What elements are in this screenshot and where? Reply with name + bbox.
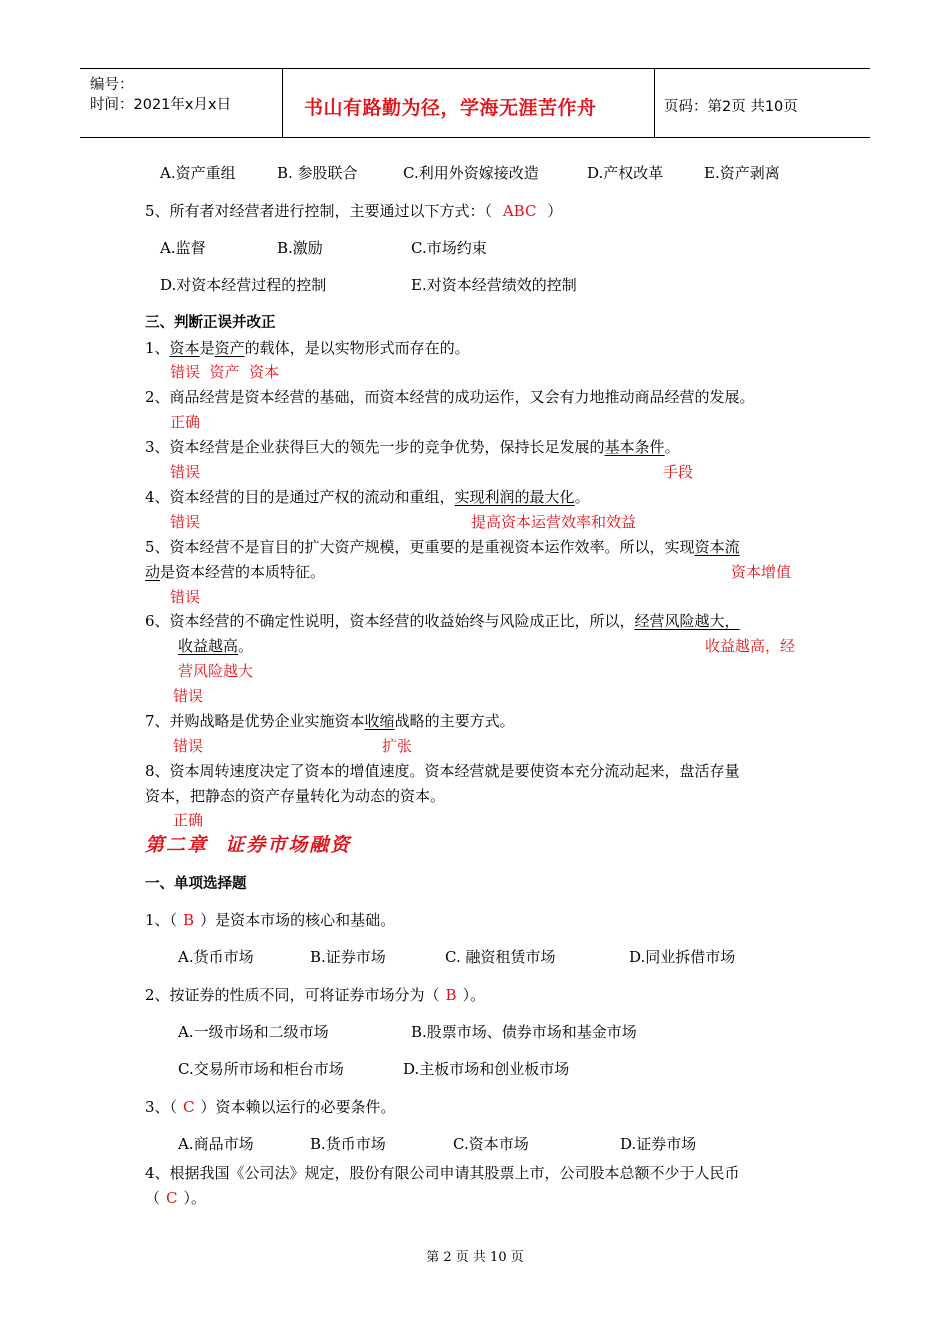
judge-item-6: 6、资本经营的不确定性说明，资本经营的收益始终与风险成正比，所以，经营风险越大， xyxy=(145,612,740,630)
option: C.利用外资嫁接改造 xyxy=(403,164,539,182)
section-title: 三、判断正误并改正 xyxy=(145,315,276,331)
option: C.市场约束 xyxy=(411,239,487,257)
option: C. 融资租赁市场 xyxy=(445,948,556,966)
judgement: 错误 xyxy=(173,687,204,705)
correction: 手段 xyxy=(663,463,694,481)
judge-item-8-cont: 资本，把静态的资产存量转化为动态的资本。 xyxy=(145,787,446,805)
section-title: 一、单项选择题 xyxy=(145,876,247,892)
answer: ABC xyxy=(502,202,537,220)
correction: 提高资本运营效率和效益 xyxy=(471,513,637,531)
header-motto-cell xyxy=(282,69,655,137)
option: C.交易所市场和柜台市场 xyxy=(178,1060,344,1078)
header-page-label: 页码：第2页 共10页 xyxy=(664,99,798,115)
question-5 xyxy=(145,200,562,221)
option: B.激励 xyxy=(277,239,323,257)
answer: C xyxy=(183,1098,195,1116)
option: B.证券市场 xyxy=(310,948,386,966)
chapter-title: 第二章 证券市场融资 xyxy=(145,834,352,856)
judgement: 正确 xyxy=(170,413,201,431)
judge-item-2: 2、商品经营是资本经营的基础，而资本经营的成功运作，又会有力地推动商品经营的发展。 xyxy=(145,388,755,406)
judge-item-6-cont: 收益越高。 xyxy=(178,637,254,655)
judge-item-5: 5、资本经营不是盲目的扩大资产规模，更重要的是重视资本运作效率。所以，实现资本流 xyxy=(145,538,740,556)
correction: 扩张 xyxy=(382,737,413,755)
judge-item-5-cont: 动是资本经营的本质特征。 xyxy=(145,563,326,581)
judgement: 错误 xyxy=(170,513,201,531)
option: E.对资本经营绩效的控制 xyxy=(411,276,577,294)
page-header xyxy=(80,68,870,138)
header-info-cell xyxy=(80,69,283,137)
option: B. 参股联合 xyxy=(277,164,358,182)
correction: 收益越高，经 xyxy=(705,637,796,655)
option: D.产权改革 xyxy=(587,164,664,182)
judgement: 正确 xyxy=(173,811,204,829)
option: A.商品市场 xyxy=(178,1135,254,1153)
question-1: 1、（ B ）是资本市场的核心和基础。 xyxy=(145,911,396,929)
judgement: 错误 xyxy=(170,588,201,606)
option: A.一级市场和二级市场 xyxy=(178,1023,329,1041)
option: B.股票市场、债券市场和基金市场 xyxy=(411,1023,637,1041)
option: A.监督 xyxy=(160,239,206,257)
correction: 营风险越大 xyxy=(178,662,254,680)
judge-item-8: 8、资本周转速度决定了资本的增值速度。资本经营就是要使资本充分流动起来，盘活存量 xyxy=(145,762,740,780)
option: E.资产剥离 xyxy=(704,164,780,182)
option: B.货币市场 xyxy=(310,1135,386,1153)
judge-item-3: 3、资本经营是企业获得巨大的领先一步的竞争优势，保持长足发展的基本条件。 xyxy=(145,438,680,456)
judgement: 错误 资产 资本 xyxy=(170,363,280,381)
judgement: 错误 xyxy=(170,463,201,481)
option: D.证券市场 xyxy=(620,1135,697,1153)
answer: B xyxy=(445,986,457,1004)
option: C.资本市场 xyxy=(453,1135,529,1153)
question-4: 4、根据我国《公司法》规定，股份有限公司申请其股票上市，公司股本总额不少于人民币 xyxy=(145,1164,740,1182)
answer: C xyxy=(166,1189,178,1207)
question-4-cont: （ C ）。 xyxy=(145,1189,207,1207)
question-text: 5、所有者对经营者进行控制，主要通过以下方式：（ xyxy=(145,202,493,220)
bracket: ） xyxy=(547,202,563,220)
option: D.对资本经营过程的控制 xyxy=(160,276,327,294)
correction: 资本增值 xyxy=(731,563,792,581)
judge-item-7: 7、并购战略是优势企业实施资本收缩战略的主要方式。 xyxy=(145,712,515,730)
header-page-cell xyxy=(654,69,870,137)
option: A.资产重组 xyxy=(160,164,236,182)
option: D.主板市场和创业板市场 xyxy=(403,1060,570,1078)
question-3: 3、（ C ）资本赖以运行的必要条件。 xyxy=(145,1098,396,1116)
judgement: 错误 xyxy=(173,737,204,755)
answer: B xyxy=(183,911,195,929)
page-footer: 第 2 页 共 10 页 xyxy=(426,1250,524,1265)
option: D.同业拆借市场 xyxy=(629,948,736,966)
judge-item-1: 1、资本是资产的载体，是以实物形式而存在的。 xyxy=(145,339,470,357)
question-2: 2、按证券的性质不同，可将证券市场分为（ B ）。 xyxy=(145,986,486,1004)
option: A.货币市场 xyxy=(178,948,254,966)
header-motto: 书山有路勤为径，学海无涯苦作舟 xyxy=(304,97,597,119)
time-label: 时间：2021年x月x日 xyxy=(90,97,232,113)
judge-item-4: 4、资本经营的目的是通过产权的流动和重组，实现利润的最大化。 xyxy=(145,488,590,506)
number-label: 编号： xyxy=(90,77,134,93)
